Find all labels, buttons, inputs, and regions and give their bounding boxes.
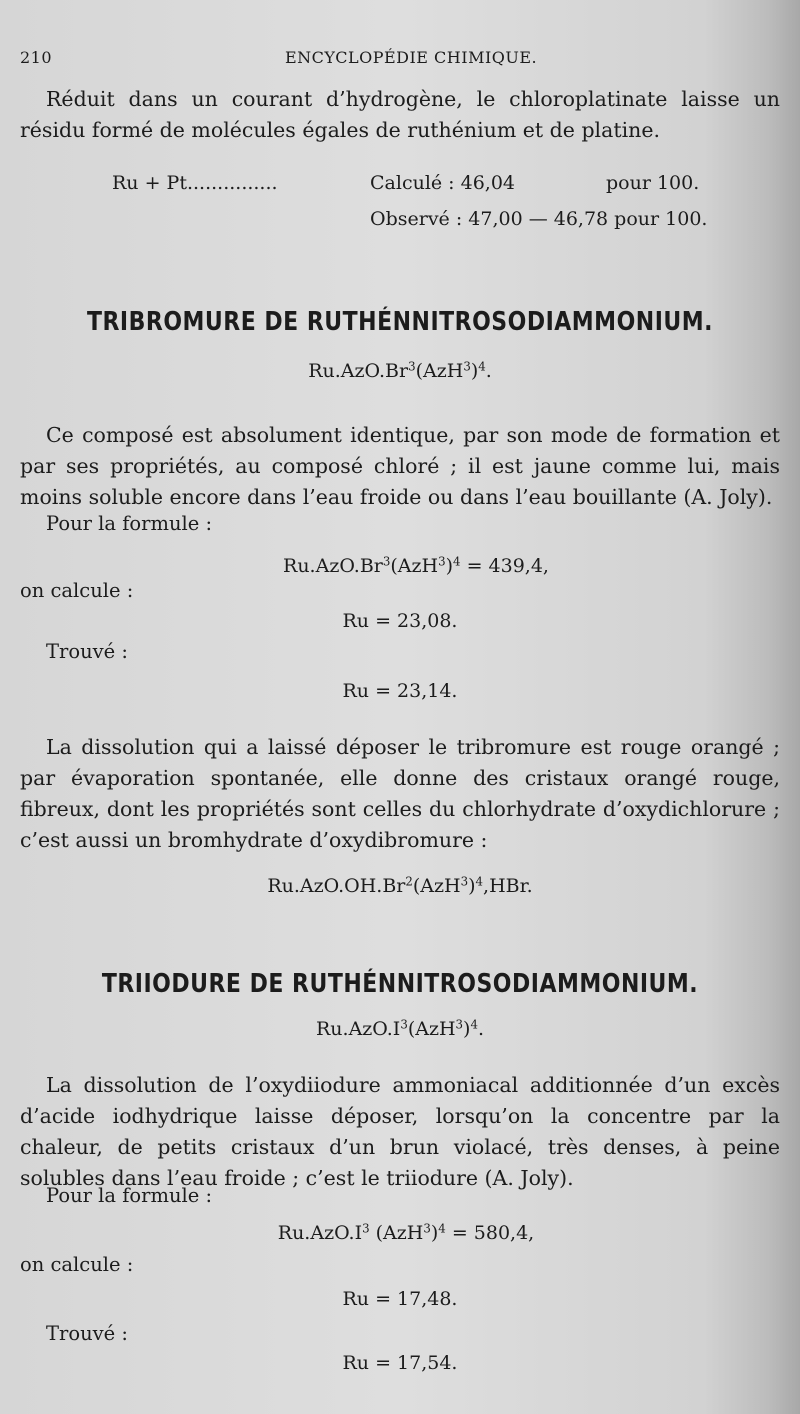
ru-calculated-2: Ru = 17,48. (342, 1288, 458, 1310)
page-header (20, 48, 780, 74)
formula-bromhydrate: $Ru.AzO.OH.Br^2(AzH^3)^4,HBr$. (267, 874, 533, 897)
ru-found-1: Ru = 23,14. (342, 680, 458, 702)
section-title-triiodure: TRIIODURE DE RUTHÉNNITROSODIAMMONIUM. (101, 969, 699, 1000)
pour-la-formule-2: Pour la formule : (46, 1184, 213, 1207)
intro-text: Réduit dans un courant d’hydrogène, le chloroplatinate laisse un résidu formé de molécules égales de ruthénium et de platine. (20, 87, 780, 142)
formula-tribromure-mass: $Ru.AzO.Br^3(AzH^3)^4 = 439,4$, (283, 554, 549, 577)
observe-line: Observé : 47,00 — 46,78 pour 100. (370, 208, 708, 230)
section-title-tribromure: TRIBROMURE DE RUTHÉNNITROSODIAMMONIUM. (86, 307, 713, 338)
calc-formula: Ru + Pt............... (112, 172, 278, 194)
ru-found-2: Ru = 17,54. (342, 1352, 458, 1374)
calc-line (112, 172, 712, 194)
calc-value: Calculé : 46,04 (370, 172, 516, 194)
tribromure-description: Ce composé est absolument identique, par son mode de formation et par ses propriétés, au composé chloré ; il est jaune comme lui, mais moins soluble encore dans l’eau froide ou dans l’eau bouillante (A. Joly). (20, 423, 780, 509)
pour-la-formule-1: Pour la formule : (46, 512, 213, 535)
ru-calculated-1: Ru = 23,08. (342, 610, 458, 632)
on-calcule-1: on calcule : (20, 579, 134, 602)
trouve-2: Trouvé : (46, 1322, 128, 1345)
formula-triiodure-mass: $Ru.AzO.I^3$ $(AzH^3)^4 = 580,4$, (277, 1221, 535, 1244)
on-calcule-2: on calcule : (20, 1253, 134, 1276)
formula-triiodure: $Ru.AzO.I^3(AzH^3)^4$. (315, 1017, 484, 1040)
page-number: 210 (20, 48, 53, 67)
calc-pour: pour 100. (606, 172, 700, 194)
trouve-1: Trouvé : (46, 640, 128, 663)
intro-paragraph (20, 84, 780, 146)
formula-tribromure: $Ru.AzO.Br^3(AzH^3)^4$. (308, 359, 492, 382)
tribromure-dissolution: La dissolution qui a laissé déposer le tribromure est rouge orangé ; par évaporation spontanée, elle donne des cristaux orangé rouge, fibreux, dont les propriétés sont celles du chlorhydrate d’oxydichlorure ; c’est aussi un bromhydrate d’oxydibromure : (20, 735, 780, 852)
triiodure-description: La dissolution de l’oxydiiodure ammoniacal additionnée d’un excès d’acide iodhydrique laisse déposer, lorsqu’on la concentre par la chaleur, de petits cristaux d’un brun violacé, très denses, à peine solubles dans l’eau froide ; c’est le triiodure (A. Joly). (20, 1073, 780, 1190)
running-title: ENCYCLOPÉDIE CHIMIQUE. (285, 48, 538, 67)
